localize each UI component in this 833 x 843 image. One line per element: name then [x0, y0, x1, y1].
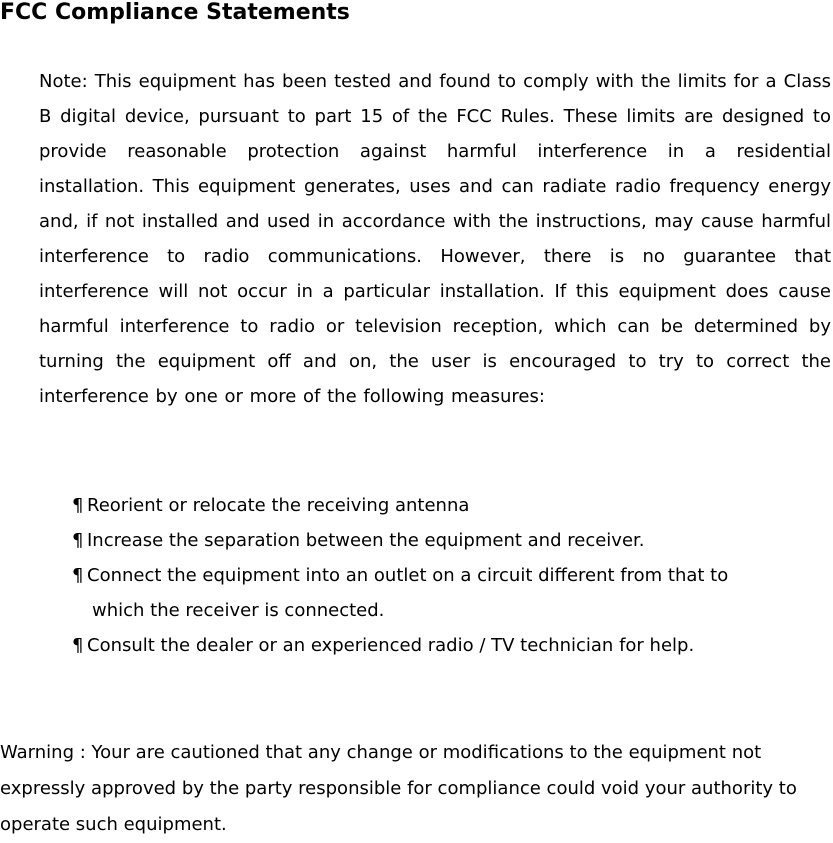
measure-text: Consult the dealer or an experienced radio / TV technician for help.: [87, 635, 695, 656]
pilcrow-bullet: ¶: [72, 530, 84, 551]
note-paragraph: Note: This equipment has been tested and found to comply with the limits for a Class B digital device, pursuant to part 15 of the FCC Rules. These limits are designed to provide reasonable protection against harmful interference in a residential installation. This equipment generates, uses and can radiate radio frequency energy and, if not installed and used in accordance with the instructions, may cause harmful interference to radio communications. However, there is no guarantee that interference will not occur in a particular installation. If this equipment does cause harmful interference to radio or television reception, which can be determined by turning the equipment off and on, the user is encouraged to try to correct the interference by one or more of the following measures:: [39, 71, 831, 407]
measures-list: [72, 488, 812, 663]
measure-text: Increase the separation between the equipment and receiver.: [87, 530, 645, 551]
list-item: [72, 488, 812, 523]
measure-continuation: which the receiver is connected.: [92, 600, 385, 621]
measure-text: Connect the equipment into an outlet on a circuit different from that to: [87, 565, 729, 586]
pilcrow-bullet: ¶: [72, 635, 84, 656]
warning-paragraph: Warning : Your are cautioned that any change or modifications to the equipment not expressly approved by the party responsible for compliance could void your authority to operate such equipment.: [0, 742, 797, 835]
measure-text: Reorient or relocate the receiving antenna: [87, 495, 470, 516]
list-item: [72, 628, 812, 663]
list-item: [72, 558, 812, 628]
pilcrow-bullet: ¶: [72, 495, 84, 516]
pilcrow-bullet: ¶: [72, 565, 84, 586]
page-title: FCC Compliance Statements: [0, 0, 350, 25]
list-item: [72, 523, 812, 558]
